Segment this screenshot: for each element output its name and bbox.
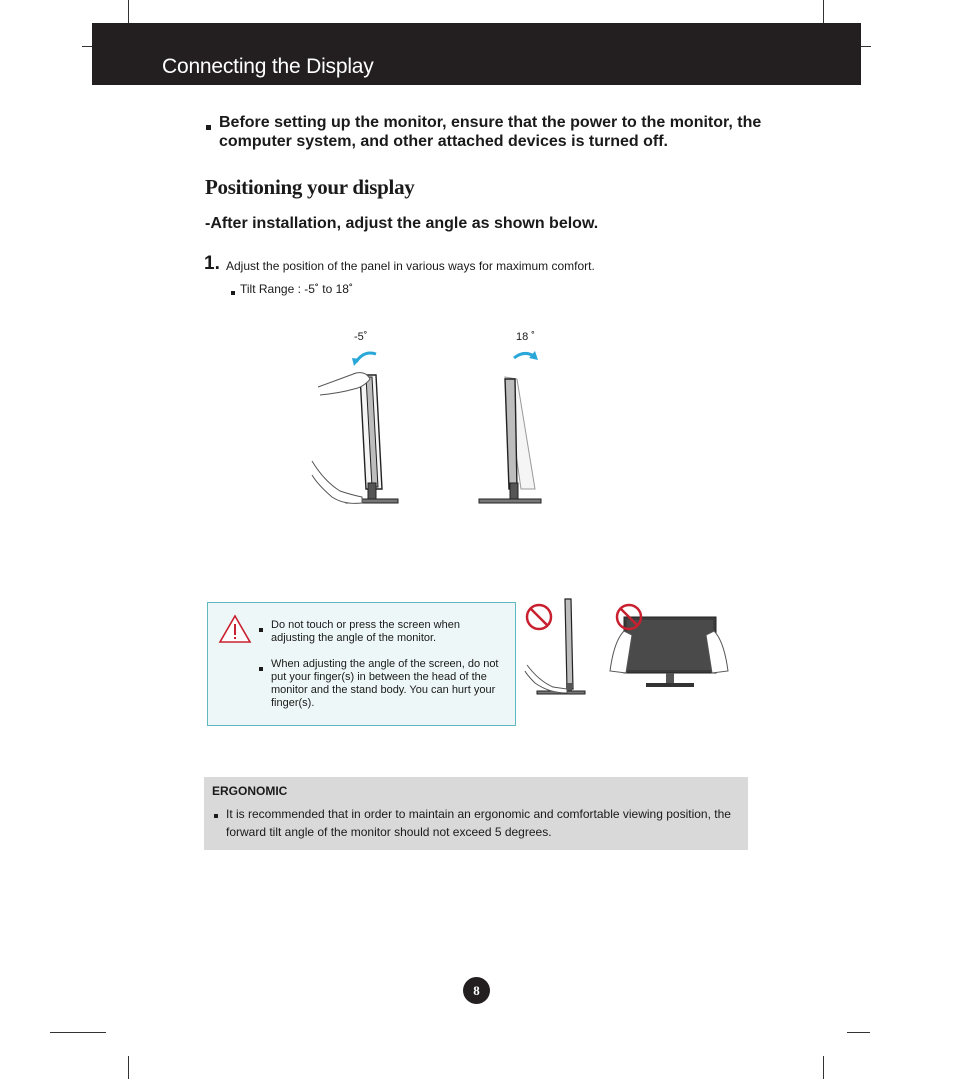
intro-warning-text: Before setting up the monitor, ensure that the power to the monitor, the computer system, and other attached devices is turned off. bbox=[219, 114, 762, 150]
crop-mark-top-left-v bbox=[128, 0, 129, 23]
tilt-label-forward: -5˚ bbox=[354, 331, 368, 343]
crop-mark-bottom-right-h bbox=[847, 1032, 870, 1033]
section-title: Positioning your display bbox=[205, 175, 415, 199]
bullet-icon bbox=[259, 667, 263, 671]
caution-item-1: Do not touch or press the screen when adjusting the angle of the monitor. bbox=[271, 619, 460, 644]
ergonomic-box bbox=[204, 777, 748, 850]
bullet-icon bbox=[231, 291, 235, 295]
monitor-tilt-backward-illustration bbox=[475, 365, 545, 507]
no-finger-pinch-illustration bbox=[523, 595, 591, 700]
caution-box bbox=[207, 602, 516, 726]
ergonomic-title: ERGONOMIC bbox=[212, 784, 288, 798]
bullet-icon bbox=[259, 628, 263, 632]
crop-mark-top-right-h bbox=[861, 46, 871, 47]
crop-mark-top-left-h bbox=[82, 46, 92, 47]
warning-triangle-icon bbox=[218, 614, 252, 644]
step-text: Adjust the position of the panel in various ways for maximum comfort. bbox=[226, 259, 595, 273]
step-number: 1. bbox=[204, 253, 220, 274]
crop-mark-bottom-left-v bbox=[128, 1056, 129, 1079]
bullet-icon bbox=[214, 814, 218, 818]
tilt-range-text: Tilt Range : -5˚ to 18˚ bbox=[240, 282, 353, 296]
tilt-label-backward: 18 ˚ bbox=[516, 331, 535, 343]
crop-mark-top-right-v bbox=[823, 0, 824, 23]
no-touch-screen-illustration bbox=[610, 601, 728, 691]
bullet-icon bbox=[206, 125, 211, 130]
ergonomic-text: It is recommended that in order to maintain an ergonomic and comfortable viewing position, the forward tilt angle of the monitor should not exceed 5 degrees. bbox=[226, 807, 731, 839]
page-title: Connecting the Display bbox=[162, 55, 374, 78]
caution-item-2: When adjusting the angle of the screen, do not put your finger(s) in between the head of the monitor and the stand body. You can hurt your finger(s). bbox=[271, 658, 499, 709]
monitor-tilt-forward-illustration bbox=[310, 365, 405, 507]
crop-mark-bottom-right-v bbox=[823, 1056, 824, 1079]
crop-mark-bottom-left-h bbox=[50, 1032, 106, 1033]
page-number: 8 bbox=[463, 977, 490, 1004]
header-bar bbox=[92, 23, 861, 85]
section-subtitle: -After installation, adjust the angle as shown below. bbox=[205, 215, 599, 232]
